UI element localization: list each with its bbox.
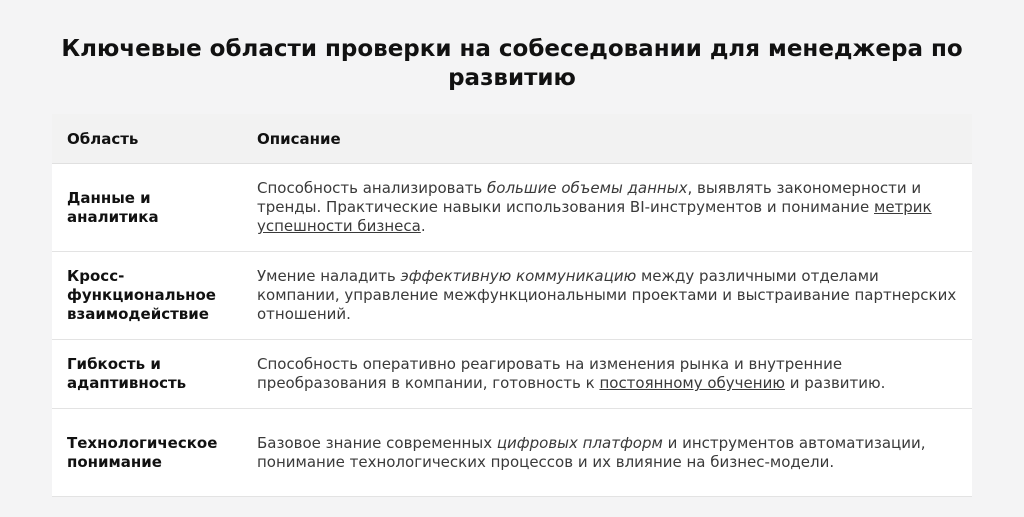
- underlined-text: метрик успешности бизнеса: [257, 198, 932, 235]
- area-cell: Кросс-функциональное взаимодействие: [52, 252, 242, 340]
- interview-areas-table: [52, 114, 972, 497]
- table-header-row: [52, 114, 972, 164]
- table-row: [52, 164, 972, 252]
- area-cell: Технологическое понимание: [52, 409, 242, 497]
- description-text: между различными отделами компании, управление межфункциональными проектами и выстраивание партнерских отношений.: [257, 267, 957, 323]
- table-row: [52, 409, 972, 497]
- table-row: [52, 252, 972, 340]
- description-cell: [242, 252, 972, 340]
- page-title: Ключевые области проверки на собеседовании для менеджера по развитию: [61, 36, 963, 91]
- emphasized-text: эффективную коммуникацию: [400, 267, 637, 285]
- header-area: Область: [52, 114, 242, 164]
- description-text: Умение наладить: [257, 267, 401, 285]
- description-cell: [242, 164, 972, 252]
- description-text: , выявлять закономерности и тренды. Практические навыки использования BI-инструментов и понимание: [257, 179, 922, 216]
- header-description: Описание: [242, 114, 972, 164]
- description-cell: [242, 409, 972, 497]
- emphasized-text: цифровых платформ: [496, 433, 663, 452]
- description-cell: [242, 340, 972, 409]
- area-cell: Гибкость и адаптивность: [52, 340, 242, 409]
- description-text: и развитию.: [784, 374, 886, 392]
- table-row: [52, 340, 972, 409]
- emphasized-text: большие объемы данных: [487, 179, 688, 197]
- description-text: Способность анализировать: [257, 179, 488, 197]
- description-text: .: [420, 217, 426, 235]
- description-text: и инструментов автоматизации, понимание технологических процессов и их влияние на бизнес-модели.: [257, 433, 926, 471]
- underlined-text: постоянному обучению: [599, 374, 785, 392]
- description-text: Базовое знание современных: [257, 433, 497, 452]
- area-cell: Данные и аналитика: [52, 164, 242, 252]
- description-text: Способность оперативно реагировать на изменения рынка и внутренние преобразования в компании, готовность к: [257, 355, 843, 392]
